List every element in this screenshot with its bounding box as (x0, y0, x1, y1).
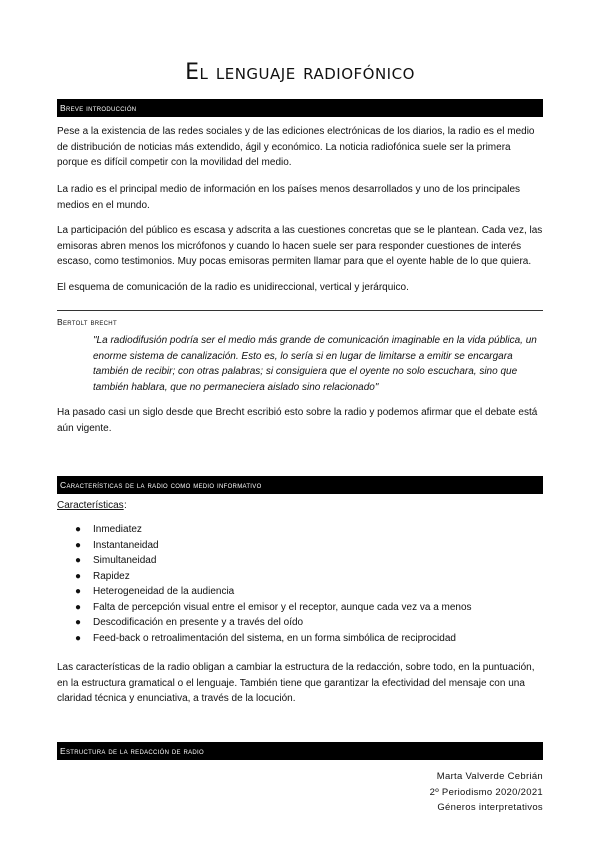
section-heading-intro: Breve introducción (57, 99, 543, 117)
caracteristicas-subheading (57, 500, 124, 511)
section-divider (57, 310, 543, 311)
list-item (57, 631, 543, 647)
document-title: El lenguaje radiofónico (185, 60, 415, 85)
bullet-icon: ● (75, 539, 82, 551)
list-item-text: Instantaneidad (93, 539, 159, 551)
document-footer (430, 769, 543, 816)
intro-paragraph-2: La radio es el principal medio de información en los países menos desarrollados y uno de los principales medios en el mundo. (57, 184, 521, 211)
bullet-icon: ● (75, 617, 82, 628)
bullet-icon: ● (75, 570, 82, 582)
list-item (57, 553, 543, 569)
caracteristicas-subheading-text: Características (57, 500, 124, 511)
list-item-text: Heterogeneidad de la audiencia (93, 586, 235, 597)
list-item-text: Inmediatez (93, 524, 142, 535)
subheading-colon: : (124, 500, 127, 511)
bullet-icon: ● (75, 524, 82, 535)
footer-course: 2º Periodismo 2020/2021 (429, 786, 543, 798)
brecht-commentary: Ha pasado casi un siglo desde que Brecht escribió esto sobre la radio y podemos afirmar que el debate está aún vigente. (57, 407, 538, 434)
caracteristicas-list (57, 522, 543, 646)
list-item (57, 600, 543, 616)
list-item (57, 615, 543, 631)
bullet-icon: ● (75, 555, 82, 566)
brecht-quote: "La radiodifusión podría ser el medio más grande de comunicación imaginable en la vida pública, un enorme sistema de canalización. Esto es, lo sería si en lugar de limitarse a emitir se encargara también de recibir; con otras palabras; si consiguiera que el oyente no solo escuchara, sino que también hablara, que no permaneciera aislado sino relacionado" (93, 335, 537, 393)
quote-author-label: Bertolt brecht (57, 317, 117, 327)
list-item (57, 538, 543, 554)
section-heading-estructura: Estructura de la redacción de radio (57, 742, 543, 760)
list-item-text: Descodificación en presente y a través del oído (93, 617, 304, 628)
intro-paragraph-4: El esquema de comunicación de la radio es unidireccional, vertical y jerárquico. (57, 282, 409, 293)
list-item-text: Falta de percepción visual entre el emisor y el receptor, aunque cada vez va a menos (93, 601, 472, 613)
list-item-text: Simultaneidad (93, 555, 157, 566)
bullet-icon: ● (75, 632, 82, 644)
list-item-text: Rapidez (93, 570, 130, 582)
intro-paragraph-1: Pese a la existencia de las redes sociales y de las ediciones electrónicas de los diarios, la radio es el medio de distribución de noticias más extendido, ágil y económico. La noticia radiofónica suele ser la primera porque es difícil competir con la movilidad del medio. (57, 126, 535, 168)
footer-author: Marta Valverde Cebrián (436, 771, 543, 782)
list-item (57, 569, 543, 585)
list-item-text: Feed-back o retroalimentación del sistema, en un forma simbólica de reciprocidad (93, 632, 456, 644)
intro-paragraph-3: La participación del público es escasa y adscrita a las cuestiones concretas que se le plantean. Cada vez, las emisoras abren menos los micrófonos y cuando lo hacen suele ser para responder cuestiones de interés escaso, como testimonios. Muy pocas emisoras permiten llamar para que el oyente hable de lo que quiera. (57, 225, 543, 267)
footer-subject: Géneros interpretativos (437, 802, 543, 813)
caracteristicas-closing: Las características de la radio obligan a cambiar la estructura de la redacción, sobre todo, en la puntuación, en la estructura gramatical o el lenguaje. También tiene que garantizar la efectividad del mensaje con una claridad técnica y enunciativa, a través de la locución. (57, 662, 535, 704)
bullet-icon: ● (75, 586, 82, 597)
section-heading-caracteristicas: Características de la radio como medio informativo (57, 476, 543, 494)
list-item (57, 522, 543, 538)
bullet-icon: ● (75, 601, 82, 613)
list-item (57, 584, 543, 600)
